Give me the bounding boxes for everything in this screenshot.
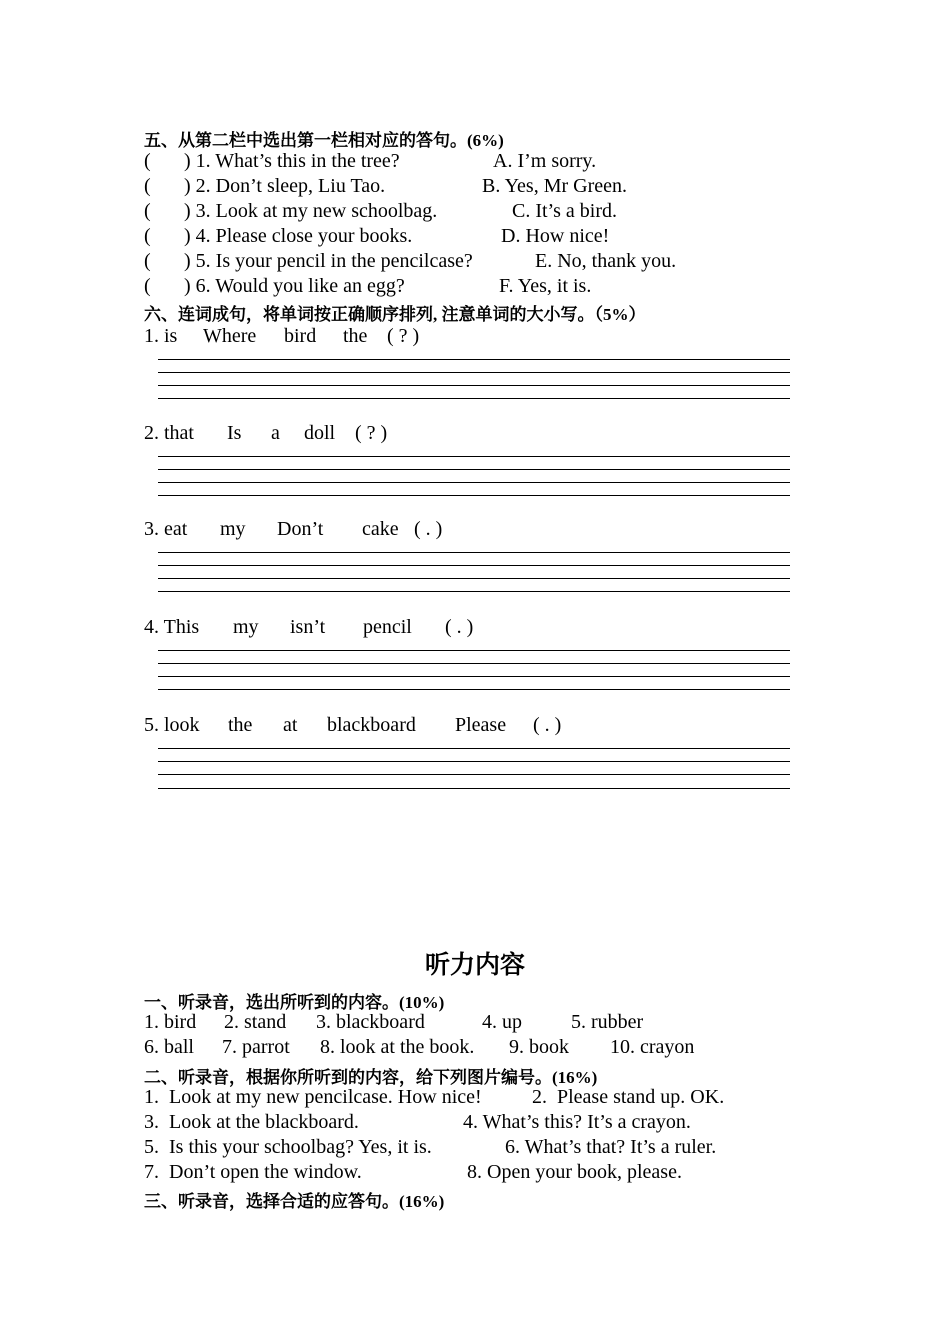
listening-word: 5. rubber	[571, 1011, 644, 1033]
listening-sentence: 3. Look at the blackboard.	[144, 1111, 359, 1133]
answer-blank[interactable]: (	[144, 225, 151, 247]
word: doll	[304, 422, 336, 444]
punctuation-hint: ( ? )	[355, 422, 388, 444]
word: isn’t	[290, 616, 326, 638]
writing-line[interactable]	[158, 591, 790, 592]
word: Is	[227, 422, 242, 444]
listening-part3-heading: 三、听录音，选择合适的应答句。(16%)	[144, 1192, 445, 1211]
listening-part1-heading: 一、听录音，选出所听到的内容。(10%)	[144, 993, 445, 1012]
word: blackboard	[327, 714, 416, 736]
listening-sentence: 6. What’s that? It’s a ruler.	[505, 1136, 717, 1158]
listening-title: 听力内容	[425, 952, 526, 979]
listening-word: 9. book	[509, 1036, 569, 1058]
answer-blank[interactable]: (	[144, 200, 151, 222]
listening-sentence: 2. Please stand up. OK.	[532, 1086, 725, 1108]
writing-line[interactable]	[158, 469, 790, 470]
punctuation-hint: ( ? )	[387, 325, 420, 347]
word: 5. look	[144, 714, 200, 736]
question-text: ) 6. Would you like an egg?	[184, 275, 405, 297]
answer-blank[interactable]: (	[144, 175, 151, 197]
listening-word: 10. crayon	[610, 1036, 695, 1058]
question-text: ) 3. Look at my new schoolbag.	[184, 200, 438, 222]
listening-word: 3. blackboard	[316, 1011, 425, 1033]
writing-line[interactable]	[158, 663, 790, 664]
writing-line[interactable]	[158, 552, 790, 553]
writing-line[interactable]	[158, 456, 790, 457]
word: 1. is	[144, 325, 178, 347]
writing-line[interactable]	[158, 385, 790, 386]
word: Please	[455, 714, 507, 736]
answer-option: F. Yes, it is.	[499, 275, 592, 297]
answer-option: D. How nice!	[501, 225, 610, 247]
writing-line[interactable]	[158, 565, 790, 566]
listening-sentence: 5. Is this your schoolbag? Yes, it is.	[144, 1136, 432, 1158]
answer-blank[interactable]: (	[144, 150, 151, 172]
listening-word: 1. bird	[144, 1011, 197, 1033]
word: at	[283, 714, 298, 736]
listening-word: 7. parrot	[222, 1036, 290, 1058]
writing-line[interactable]	[158, 650, 790, 651]
listening-sentence: 1. Look at my new pencilcase. How nice!	[144, 1086, 482, 1108]
word: bird	[284, 325, 317, 347]
writing-line[interactable]	[158, 689, 790, 690]
answer-option: B. Yes, Mr Green.	[482, 175, 627, 197]
writing-line[interactable]	[158, 495, 790, 496]
word: my	[233, 616, 259, 638]
listening-sentence: 7. Don’t open the window.	[144, 1161, 362, 1183]
section5-heading: 五、从第二栏中选出第一栏相对应的答句。(6%)	[144, 131, 504, 150]
listening-word: 4. up	[482, 1011, 522, 1033]
word: Don’t	[277, 518, 324, 540]
listening-word: 8. look at the book.	[320, 1036, 475, 1058]
writing-line[interactable]	[158, 482, 790, 483]
answer-option: E. No, thank you.	[535, 250, 677, 272]
writing-line[interactable]	[158, 578, 790, 579]
word: 3. eat	[144, 518, 188, 540]
question-text: ) 4. Please close your books.	[184, 225, 413, 247]
listening-sentence: 8. Open your book, please.	[467, 1161, 682, 1183]
listening-word: 6. ball	[144, 1036, 194, 1058]
writing-line[interactable]	[158, 761, 790, 762]
question-text: ) 1. What’s this in the tree?	[184, 150, 400, 172]
word: the	[228, 714, 253, 736]
answer-option: C. It’s a bird.	[512, 200, 617, 222]
writing-line[interactable]	[158, 372, 790, 373]
punctuation-hint: ( . )	[533, 714, 562, 736]
punctuation-hint: ( . )	[445, 616, 474, 638]
answer-blank[interactable]: (	[144, 275, 151, 297]
writing-line[interactable]	[158, 788, 790, 789]
section6-heading: 六、连词成句，将单词按正确顺序排列, 注意单词的大小写。（5%）	[144, 305, 646, 324]
question-text: ) 2. Don’t sleep, Liu Tao.	[184, 175, 386, 197]
word: cake	[362, 518, 399, 540]
writing-line[interactable]	[158, 676, 790, 677]
word: 2. that	[144, 422, 194, 444]
word: a	[271, 422, 280, 444]
writing-line[interactable]	[158, 748, 790, 749]
writing-line[interactable]	[158, 774, 790, 775]
answer-option: A. I’m sorry.	[493, 150, 597, 172]
question-text: ) 5. Is your pencil in the pencilcase?	[184, 250, 473, 272]
word: Where	[203, 325, 257, 347]
listening-part2-heading: 二、听录音，根据你所听到的内容，给下列图片编号。(16%)	[144, 1068, 598, 1087]
word: pencil	[363, 616, 412, 638]
word: my	[220, 518, 246, 540]
listening-word: 2. stand	[224, 1011, 287, 1033]
word: the	[343, 325, 368, 347]
answer-blank[interactable]: (	[144, 250, 151, 272]
listening-sentence: 4. What’s this? It’s a crayon.	[463, 1111, 691, 1133]
writing-line[interactable]	[158, 359, 790, 360]
punctuation-hint: ( . )	[414, 518, 443, 540]
word: 4. This	[144, 616, 200, 638]
writing-line[interactable]	[158, 398, 790, 399]
